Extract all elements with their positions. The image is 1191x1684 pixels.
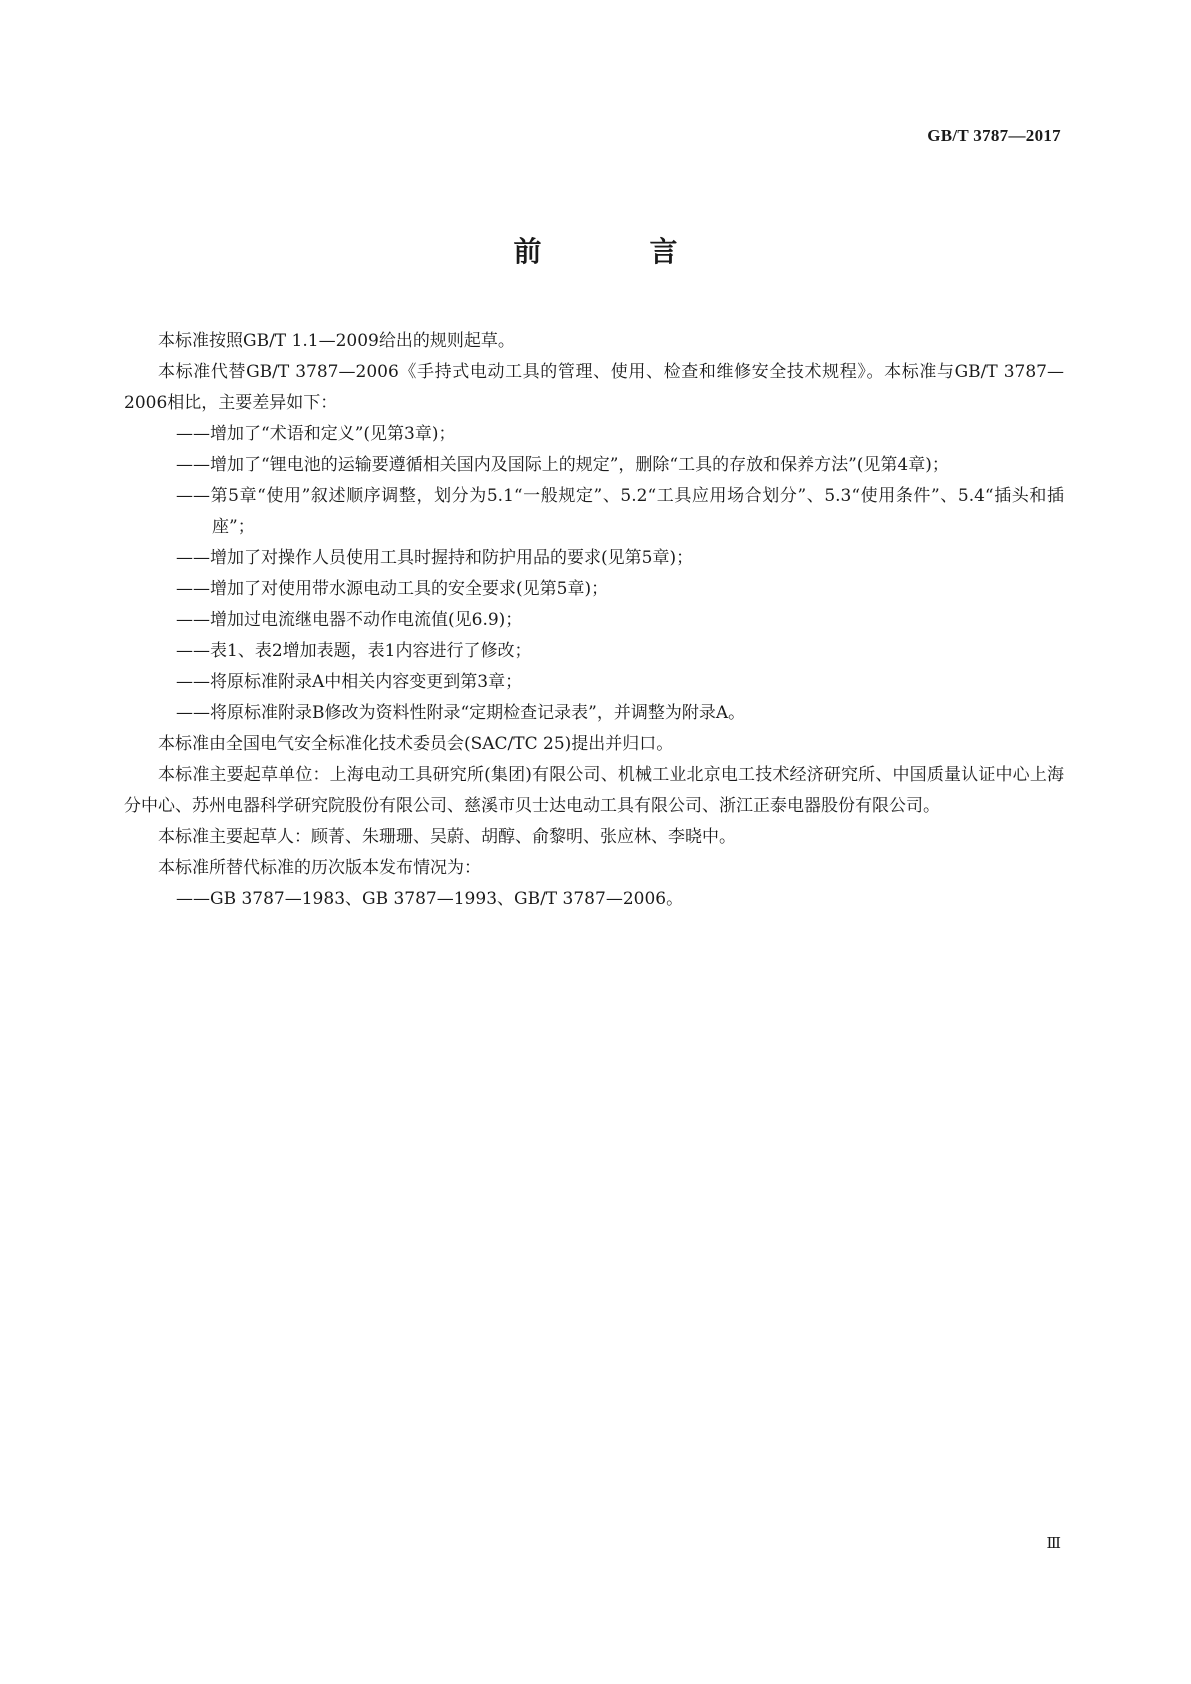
paragraph-proposed-by: 本标准由全国电气安全标准化技术委员会(SAC/TC 25)提出并归口。 — [158, 734, 674, 754]
list-item-chapter-5: ——第5章“使用”叙述顺序调整，划分为5.1“一般规定”、5.2“工具应用场合划分”、5.3“使用条件”、5.4“插头和插座”； — [176, 486, 1064, 537]
list-item-terms: ——增加了“术语和定义”(见第3章)； — [176, 424, 456, 444]
paragraph-drafting-rules: 本标准按照GB/T 1.1—2009给出的规则起草。 — [158, 331, 515, 351]
page-title: 前 言 — [513, 235, 718, 268]
list-item-overcurrent-relay: ——增加过电流继电器不动作电流值(见6.9)； — [176, 610, 523, 630]
list-item-annex-b: ——将原标准附录B修改为资料性附录“定期检查记录表”，并调整为附录A。 — [176, 703, 746, 723]
list-item-water-source: ——增加了对使用带水源电动工具的安全要求(见第5章)； — [176, 579, 609, 599]
list-item-annex-a: ——将原标准附录A中相关内容变更到第3章； — [176, 672, 523, 692]
paragraph-previous-editions: 本标准所替代标准的历次版本发布情况为： — [158, 858, 481, 878]
list-item-lithium-battery: ——增加了“锂电池的运输要遵循相关国内及国际上的规定”，删除“工具的存放和保养方法”(见第4章)； — [176, 455, 949, 475]
paragraph-replacement: 本标准代替GB/T 3787—2006《手持式电动工具的管理、使用、检查和维修安全技术规程》。本标准与GB/T 3787—2006相比，主要差异如下： — [124, 362, 1064, 413]
list-item-tables: ——表1、表2增加表题，表1内容进行了修改； — [176, 641, 532, 661]
foreword-body — [124, 326, 1064, 915]
page-number: Ⅲ — [1046, 1536, 1061, 1552]
paragraph-drafting-units: 本标准主要起草单位：上海电动工具研究所(集团)有限公司、机械工业北京电工技术经济研究所、中国质量认证中心上海分中心、苏州电器科学研究院股份有限公司、慈溪市贝士达电动工具有限公司、浙江正泰电器股份有限公司。 — [124, 765, 1064, 816]
list-item-edition-history: ——GB 3787—1983、GB 3787—1993、GB/T 3787—2006。 — [176, 889, 684, 909]
list-item-operator-requirements: ——增加了对操作人员使用工具时握持和防护用品的要求(见第5章)； — [176, 548, 694, 568]
standard-code: GB/T 3787—2017 — [927, 126, 1061, 145]
paragraph-drafters: 本标准主要起草人：顾菁、朱珊珊、吴蔚、胡醇、俞黎明、张应林、李晓中。 — [158, 827, 736, 847]
